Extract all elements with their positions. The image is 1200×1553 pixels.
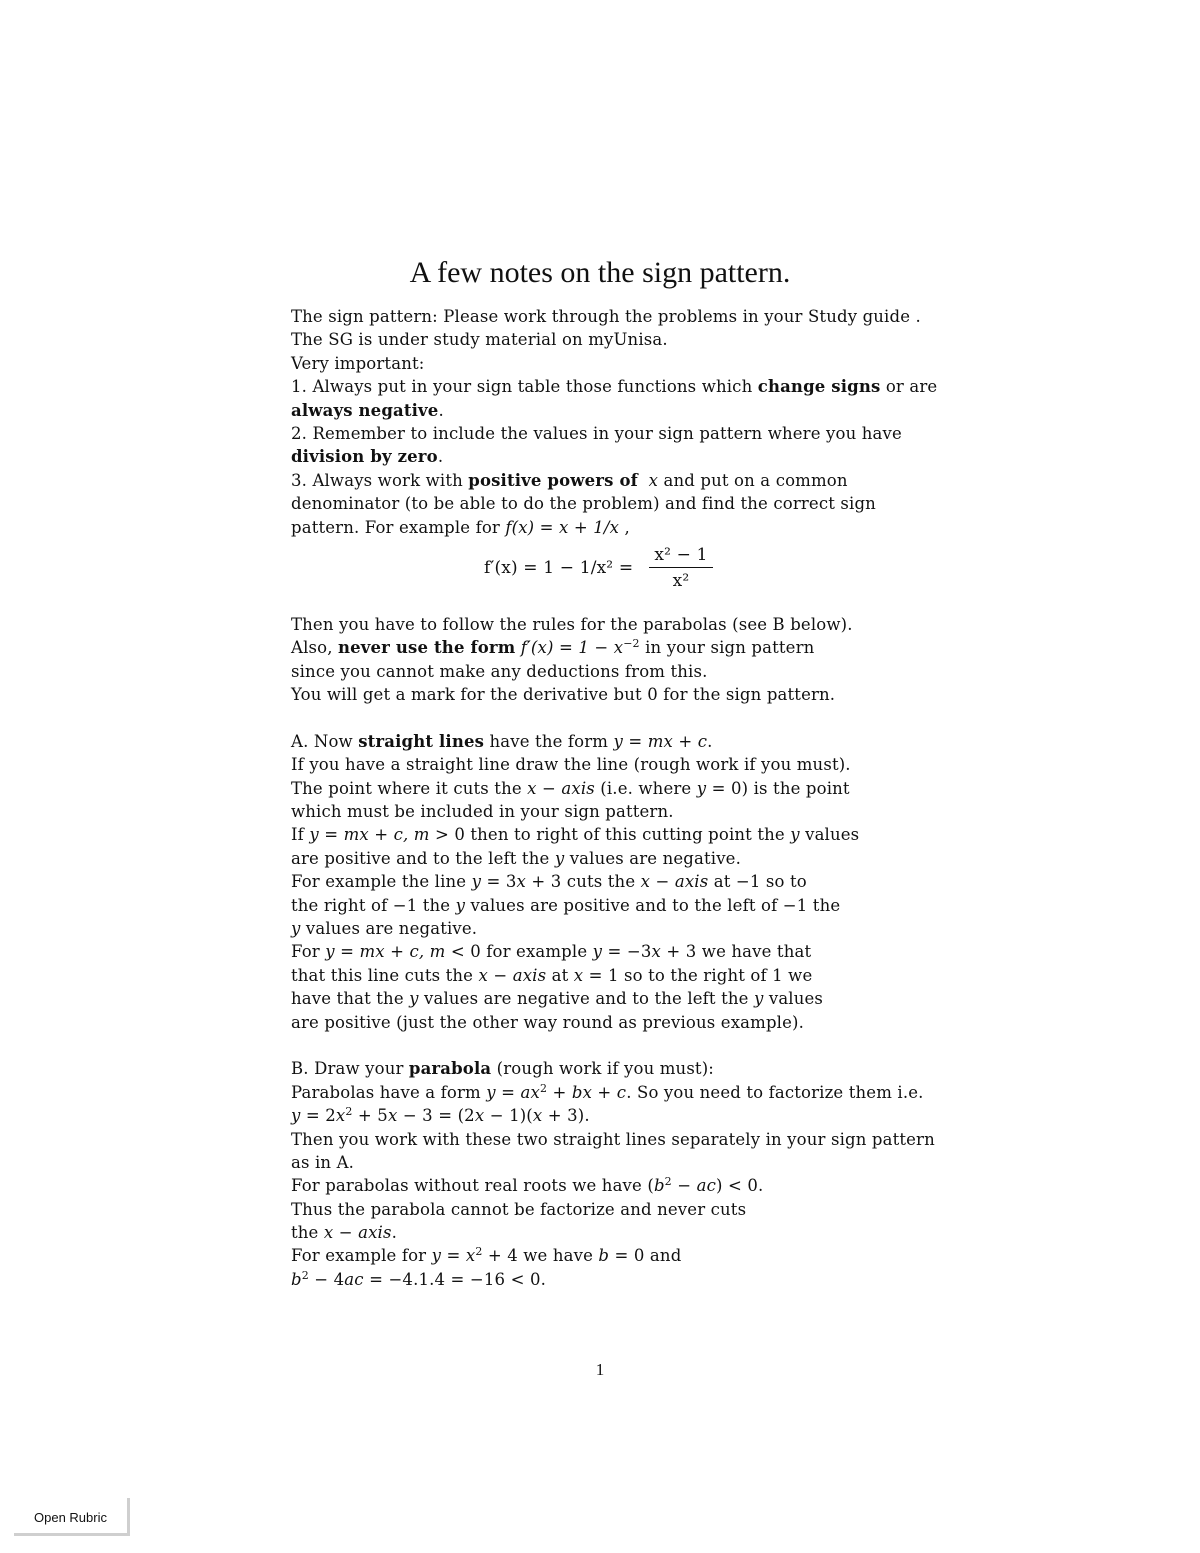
text-span: For example for: [291, 1246, 432, 1266]
text-span: + 3 cuts the: [526, 872, 641, 892]
math-var: x: [648, 470, 659, 490]
paragraph-gap: [291, 1034, 951, 1057]
text-span: at −1 so to: [708, 872, 807, 892]
math-var: y: [471, 872, 482, 892]
rule-1-line-2: [291, 399, 951, 422]
text-span: (i.e. where: [594, 778, 697, 798]
text-line: [291, 1174, 951, 1197]
math-var: x: [465, 1246, 476, 1266]
math-var: x: [516, 872, 526, 892]
math-var: ac: [696, 1176, 716, 1196]
math-var: bx: [571, 1082, 593, 1102]
text-span: + 5: [352, 1106, 388, 1126]
text-line: [291, 823, 951, 846]
text-line: Thus the parabola cannot be factorize and never cuts: [291, 1199, 747, 1219]
math-var: ac: [344, 1269, 364, 1289]
text-span: values are negative.: [564, 848, 741, 868]
math-var: y: [291, 1106, 301, 1126]
text-span: Parabolas have a form: [291, 1082, 487, 1102]
text-line: [291, 1104, 951, 1127]
text-span: .: [707, 731, 713, 751]
text-span: and put on a common: [658, 470, 848, 490]
math-var: y: [790, 825, 800, 845]
text-line: [291, 847, 951, 870]
math-exponent: 2: [301, 1268, 309, 1282]
page-number: 1: [595, 1360, 605, 1379]
fraction-denominator: x²: [672, 570, 690, 591]
math-var: y: [696, 778, 707, 798]
text-span: ,: [619, 517, 630, 537]
math-expression: f′(x) = 1 − x: [520, 638, 624, 658]
text-span: the right of −1 the: [291, 895, 456, 915]
text-line: [291, 1081, 951, 1104]
math-var: y: [291, 918, 301, 938]
math-var: x: [651, 942, 661, 962]
math-var: y: [455, 895, 466, 915]
math-exponent: −2: [623, 637, 640, 651]
text-span: (rough work if you must):: [491, 1059, 715, 1079]
text-line: are positive (just the other way round as previous example).: [291, 1012, 804, 1032]
math-var: x: [532, 1106, 543, 1126]
text-span: values are positive and to the left of −1 the: [465, 895, 841, 915]
text-span: If: [291, 825, 310, 845]
text-span: 3. Always work with: [291, 470, 469, 490]
text-span: = 0) is the point: [706, 778, 850, 798]
math-var: b: [598, 1246, 610, 1266]
text-span: pattern. For example for: [291, 517, 506, 537]
text-line: If you have a straight line draw the line (rough work if you must).: [291, 755, 851, 775]
text-span: +: [592, 1082, 617, 1102]
math-var: y: [753, 989, 764, 1009]
math-var: x: [573, 965, 584, 985]
text-line: [291, 1244, 951, 1267]
text-line: [291, 917, 951, 940]
text-span: or are: [880, 377, 938, 397]
text-span: have that the: [291, 989, 410, 1009]
math-expression: x − axis: [323, 1223, 392, 1243]
math-var: x: [474, 1106, 485, 1126]
text-span: − 1)(: [484, 1106, 533, 1126]
rule-2-line: 2. Remember to include the values in your sign pattern where you have: [291, 423, 902, 443]
paragraph-gap: [291, 706, 951, 729]
text-line: [291, 964, 951, 987]
text-line: Very important:: [291, 353, 425, 373]
text-span: = −4.1.4 = −16 < 0.: [363, 1269, 547, 1289]
text-span: values are negative.: [300, 918, 478, 938]
text-line: The sign pattern: Please work through the problems in your Study guide .: [291, 307, 921, 326]
rule-1-line: [291, 375, 951, 398]
text-span: =: [441, 1246, 466, 1266]
text-span: = 1 so to the right of 1 we: [583, 965, 813, 985]
text-span: −: [671, 1176, 697, 1196]
math-expression: f(x) = x + 1/x: [505, 517, 620, 537]
text-span: A. Now: [291, 731, 359, 751]
math-expression: x − axis: [478, 965, 547, 985]
text-span: > 0 then to right of this cutting point the: [429, 825, 791, 845]
fraction-numerator: x² − 1: [649, 543, 713, 568]
math-expression: y = ax: [486, 1082, 540, 1102]
emphasis-division-by-zero: division by zero: [291, 447, 438, 467]
math-var: y: [554, 848, 565, 868]
text-span: = 3: [481, 872, 517, 892]
text-span: are positive and to the left the: [291, 848, 555, 868]
text-span: = −3: [602, 942, 652, 962]
text-span: .: [437, 447, 444, 467]
text-line: [291, 870, 951, 893]
rule-3-line: [291, 469, 951, 492]
math-expression: y = mx + c, m: [325, 942, 446, 962]
emphasis-positive-powers: positive powers of: [468, 470, 638, 490]
text-span: .: [438, 400, 444, 420]
text-span: The point where it cuts the: [291, 778, 528, 798]
math-exponent: 2: [539, 1081, 548, 1095]
math-var: b: [653, 1176, 665, 1196]
text-span: For example the line: [291, 872, 472, 892]
math-expression: x − axis: [640, 872, 709, 892]
text-span: For: [291, 942, 326, 962]
text-line: [291, 1268, 951, 1291]
text-span: in your sign pattern: [639, 638, 815, 658]
text-span: = 2: [300, 1106, 336, 1126]
text-span: − 3 = (2: [397, 1106, 475, 1126]
text-line: Then you work with these two straight lines separately in your sign pattern: [291, 1129, 935, 1149]
text-span: +: [547, 1082, 572, 1102]
text-line: [291, 777, 951, 800]
emphasis-straight-lines: straight lines: [358, 731, 485, 751]
emphasis-change-signs: change signs: [757, 377, 881, 397]
text-line: You will get a mark for the derivative but 0 for the sign pattern.: [291, 685, 836, 705]
emphasis-always-negative: always negative: [291, 400, 439, 420]
text-span: + 3 we have that: [660, 942, 812, 962]
text-line: as in A.: [291, 1152, 355, 1172]
text-span: 1. Always put in your sign table those functions which: [291, 377, 758, 397]
text-line: [291, 987, 951, 1010]
text-span: values: [799, 825, 860, 845]
rule-2-line-2: [291, 445, 951, 468]
emphasis-parabola: parabola: [408, 1059, 492, 1079]
text-line: which must be included in your sign pattern.: [291, 802, 674, 822]
text-span: . So you need to factorize them i.e.: [626, 1082, 924, 1102]
rule-3-line-3: [291, 516, 951, 539]
rule-3-line-2: denominator (to be able to do the problem) and find the correct sign: [291, 494, 876, 514]
text-span: B. Draw your: [291, 1059, 409, 1079]
text-span: have the form: [484, 731, 614, 751]
section-b-heading: [291, 1057, 951, 1080]
text-line: Then you have to follow the rules for the parabolas (see B below).: [291, 614, 853, 634]
document-body: [291, 305, 951, 1291]
text-line: The SG is under study material on myUnisa.: [291, 330, 668, 350]
display-equation: [291, 543, 951, 607]
text-span: that this line cuts the: [291, 965, 479, 985]
never-use-line: [291, 636, 951, 659]
text-span: values: [763, 989, 824, 1009]
math-exponent: 2: [475, 1245, 483, 1259]
math-var: x: [387, 1106, 398, 1126]
text-line: [291, 1221, 951, 1244]
text-span: For parabolas without real roots we have (: [291, 1176, 654, 1196]
math-exponent: 2: [664, 1175, 672, 1189]
math-var: x: [335, 1106, 346, 1126]
text-span: + 3).: [542, 1106, 590, 1126]
text-span: .: [391, 1223, 397, 1243]
text-span: = 0 and: [609, 1246, 682, 1266]
text-span: at: [546, 965, 574, 985]
math-var: b: [291, 1269, 302, 1289]
math-expression: y = mx + c: [613, 731, 708, 751]
math-expression: x − axis: [527, 778, 595, 798]
equation-fraction: [649, 543, 713, 592]
text-span: + 4 we have: [482, 1246, 599, 1266]
math-expression: y = mx + c, m: [309, 825, 430, 845]
math-var: c: [616, 1082, 627, 1102]
text-line: [291, 894, 951, 917]
text-line: since you cannot make any deductions from this.: [291, 661, 708, 681]
math-var: y: [409, 989, 419, 1009]
text-span: ) < 0.: [715, 1176, 764, 1196]
math-exponent: 2: [345, 1105, 353, 1119]
open-rubric-button[interactable]: Open Rubric: [14, 1498, 130, 1536]
text-span: values are negative and to the left the: [418, 989, 754, 1009]
math-var: y: [592, 942, 603, 962]
text-span: − 4: [308, 1269, 345, 1289]
text-span: Also,: [291, 638, 338, 658]
text-span: < 0 for example: [445, 942, 593, 962]
text-line: [291, 940, 951, 963]
text-span: the: [291, 1223, 324, 1243]
equation-lhs: f′(x) = 1 − 1/x² =: [484, 557, 634, 578]
emphasis-never-use: never use the form: [337, 638, 516, 658]
page-title: A few notes on the sign pattern.: [409, 256, 791, 289]
section-a-heading: [291, 730, 951, 753]
math-var: y: [431, 1246, 442, 1266]
